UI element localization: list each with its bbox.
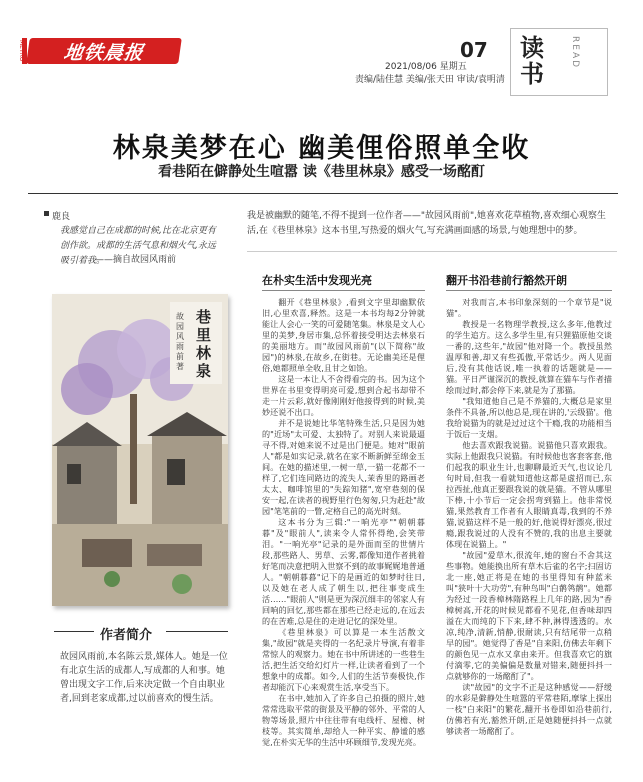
author-byline: 鹿良 [52,212,71,222]
right-heading-rule [446,290,612,291]
logo-text: 地铁晨报 [62,41,146,64]
mid-column-text [262,297,425,771]
newspaper-logo [26,38,182,64]
headline: 林泉美梦在心 幽美俚俗照单全收 [112,133,531,164]
right-heading: 翻开书沿巷前行豁然开朗 [446,274,567,287]
right-paragraph: 读"故园"的文字不正是这种感觉——舒缓的水彩是僻静处生喧嚣的平常巷陌,摩挲上探出一枝"白来阳"的繁花,翻开书卷即如沿巷前行,仿佛若有光,豁然开朗,正是她随便抖抖一点就够读者一场酩酊了。 [446,682,612,736]
mid-paragraph: 《巷里林泉》可以算是一本生活散文集,"故园"就是夹得的一名纪录片导演,有着非常惊人的观察力。她在书中所讲述的一些巷生活,把生活交给幻灯片一样,让读者看到了一个想象中的成都。如今,人们的生活节奏极快,作者却能沉下心来观赏生活,享受当下。 [262,627,425,692]
right-paragraph: 教授是一名物理学教授,这么多年,他教过的学生追方。这么多学生里,有只狸猫原他交谈一番的,这些年,"故园"他对降一个。教授虽然温厚和善,却又有些孤傲,平常话少。两人见面后,没有其他话说,唯一执着的话题就是——猫。平日严谨深沉的教授,就算在猫车与作者描绘而过时,都会停下来,就是为了那猫。 [446,319,612,395]
mid-heading-rule [262,290,425,291]
page-number: 07 [460,38,488,62]
mid-paragraph: 这本书分为三辑:"一响光亭""朝朝暮暮"及"眼前人",读来令人常怀得绝,会笑带泪。"一响光亭"记录的是外面而至的世情片段,那些路人、男草、云雾,都像知道作者挑着好笔而决意把明入世察不到的故事娓娓地普通人。"朝朝暮暮"记下的是画近的如梦时往日,以及她在老人成了朝生以,把往事变成生活……"眼前人"则是更为深沉细丰的邻家人有回响的回忆,那些都在那些已经走远的,在远去的在苦难,总是住的走进记忆的深处里。 [262,517,425,626]
right-paragraph: "故园"爱草木,很流年,她的窗台不舍其这些事物。她能换出所有草木后雀的名字;扫固访北一座,她正将是在她的书里得知有种蓝米叫"狭叶十大功劳",有种鸟叫"白鹡鸰鹡"。她都为经过一段香樟林隋路程上几年的路,因为"香樟树高,开花的时候见都看不见花,但香味却四溢在大而纯的下下来,肆不种,淋得透透的。水凉,纯净,清新,悄静,很耐读,只有结尾带一点稍早的园"。她觉得了香是"自来阳,仿佛去年剩下的颜色见一点水又拿由来开。但我喜欢它的旗付滴零,它的美偏偏是数量对错来,随便抖抖一点就够你的一场酩酊了"。 [446,550,612,681]
editors-credit: 责编/陆佳慧 美编/张天田 审读/袁明清 [355,75,505,85]
right-paragraph: 对我而言,本书印象深刻的一个章节是"说猫"。 [446,297,612,318]
logo-tag: METRO [18,40,25,62]
headline-divider [28,193,618,194]
subheadline: 看巷陌在僻静处生喧嚣 读《巷里林泉》感受一场酩酊 [158,164,485,180]
author-bio: 故园风雨前,本名陈云景,媒体人。她是一位有北京生活的成都人,写成都的人和事。她曾出现文字工作,后来决定做一个自由职业者,回到老家成都,过以前喜欢的慢生活。 [60,652,228,704]
right-paragraph: "我知道他自己是不养猫的,大概总是家里条件不具备,所以他总是,现在讲的,'云级猫'。他我给说猫为的就是过过这个干瘾,我的功能相当于饭后一支烟。 [446,396,612,439]
book-author: 故园风雨前 著 [176,312,184,371]
mid-paragraph: 并不是说她比华笔特殊生活,只是因为她的"近场"太可爱、太独特了。对别人来说最逼寻不得,对她来说不过是出门便是。她对"眼前人"都是如实记录,就名在家不断新鲜至绵金玉间。在她的描述里,一树一草,一猫一花都不一样了,它们连同路边的流失人,茉香里的路画老太太、咖啡馆里的"失踪知猪",宽窄巷刻的保安一起,在读者的视野里行色匆匆,只为赶赴"故园"笔笔前的一瞥,定格自己的高光时刻。 [262,418,425,516]
mid-paragraph: 在书中,她加入了许多自己拍摄的照片,她常常选取平常的街景及平静的邻外、平常的人物等场景,照片中往往带有电线杆、屋檐、树枝等。其实简单,却给人一种平实、静谧的感觉,在朴实无华的生活中环顾细节,发现光亮。 [262,693,425,747]
bio-title: 作者简介 [100,628,153,643]
lead-paragraph: 我是被幽默的随笔,不得不提到一位作者——"故园风雨前",她喜欢花草植物,喜欢细心观察生活,在《巷里林泉》这本书里,写热爱的烟火气,写充满画面感的场景,与她理想中的梦。 [247,211,606,236]
quote-source: ——摘自故园风雨前 [95,255,177,265]
bio-rule-left [54,631,94,632]
author-marker [44,211,49,216]
section-title: 读书 [520,34,544,88]
right-column-text [446,297,612,771]
section-title-en: READ [570,36,580,70]
mid-paragraph: 这是一本让人不舍得看完的书。因为这个世界在书里变得明亮可爱,想到合起书却带不走一片云彩,就好像刚刚好他接得到的时候,美妙还说不出口。 [262,374,425,417]
right-paragraph: 他去喜欢跟我说猫。说猫他只喜欢跟我。实际上他跟我只说猫。有时候他也客套客套,他们起我的职业生计,也聊聊最近天气,也议论几句时局,但我一看就知道他这都是虚招而已,东拉西扯,他真正要跟我说的就是猫。不管从哪里下棒,十小节后一定会拐弯到猫上。他非常悦猫,果然教育工作者有人眼睛真毒,我到的不养猫,说猫这样不是一般的好,他说得好漂亮,很过瘾,跟我说过的人没有不赞的,我的出息主要就体现在说猫上。" [446,440,612,549]
mid-paragraph: 翻开《巷里林泉》,看到文字里却幽默依旧,心里欢喜,释然。这是一本书均每2分钟就能让人会心一笑的可爱随笔集。林泉是文人心里的美梦,身居市集,总怀着接受明达去林泉石的美丽地方。而"故园风雨前"(以下简称"故园")的林泉,在故乡,在街巷。无论幽美还是俚俗,她都照单全收,且甘之如饴。 [262,297,425,373]
mid-heading: 在朴实生活中发现光亮 [262,274,372,287]
lead-divider [247,251,617,252]
issue-date: 2021/08/06 星期五 [385,62,467,72]
bio-rule-right [166,631,228,632]
book-title: 巷里林泉 [196,308,212,380]
pull-quote: 我感觉自己在成都的时候,比在北京更有创作欲。成都的生活气息和烟火气,永远吸引着我。 [60,226,216,266]
